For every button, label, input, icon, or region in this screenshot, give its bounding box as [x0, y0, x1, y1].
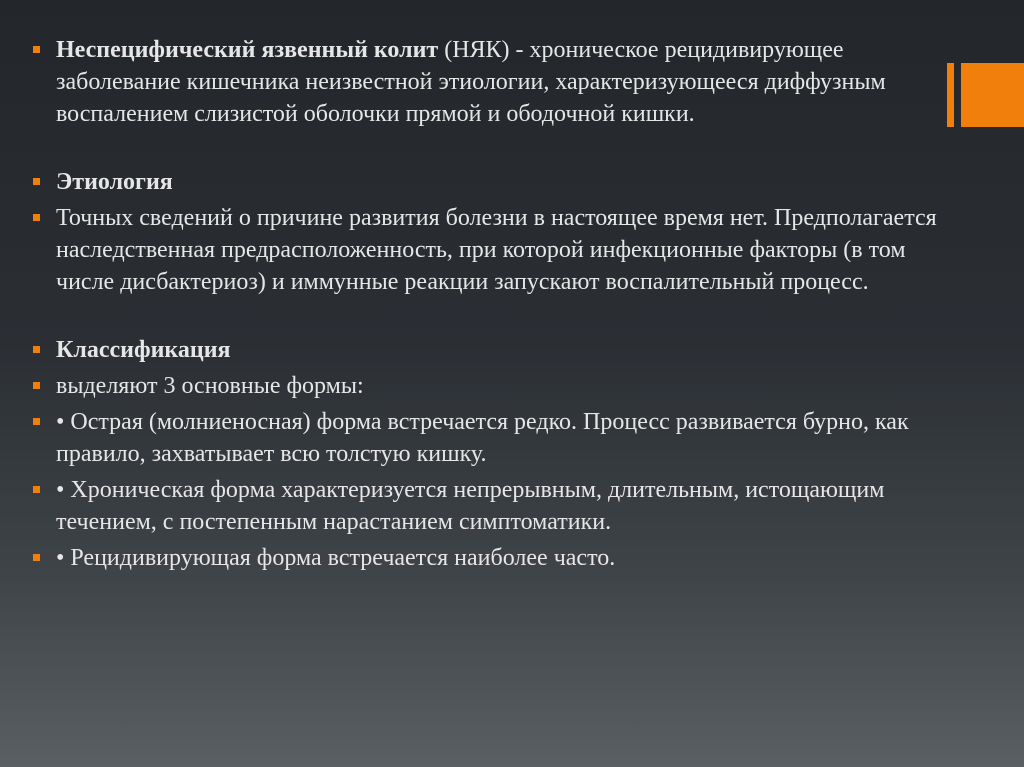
forms-intro	[33, 370, 953, 402]
chronic-form-item	[33, 474, 953, 538]
recurrent-form-item	[33, 542, 953, 574]
accent-bar-wide	[961, 63, 1024, 127]
definition-text: (НЯК) - хроническое рецидивирующее заболевание кишечника неизвестной этиологии, характеризующееся диффузным воспалением слизистой оболочки прямой и ободочной кишки.	[56, 37, 886, 127]
square-bullet-icon	[33, 178, 40, 185]
square-bullet-icon	[33, 486, 40, 493]
etiology-heading	[33, 166, 953, 198]
square-bullet-icon	[33, 214, 40, 221]
term-bold: Неспецифический язвенный колит	[56, 37, 439, 63]
square-bullet-icon	[33, 554, 40, 561]
heading-text: Этиология	[56, 169, 173, 195]
square-bullet-icon	[33, 418, 40, 425]
forms-intro-text: выделяют 3 основные формы:	[56, 373, 364, 399]
square-bullet-icon	[33, 46, 40, 53]
acute-form-item	[33, 406, 953, 470]
chronic-form-text: • Хроническая форма характеризуется непрерывным, длительным, истощающим течением, с постепенным нарастанием симптоматики.	[56, 477, 885, 535]
slide-content	[33, 34, 953, 574]
acute-form-text: • Острая (молниеносная) форма встречается редко. Процесс развивается бурно, как правило, захватывает всю толстую кишку.	[56, 409, 909, 467]
recurrent-form-text: • Рецидивирующая форма встречается наиболее часто.	[56, 545, 616, 571]
square-bullet-icon	[33, 346, 40, 353]
classification-heading	[33, 334, 953, 366]
definition-paragraph	[33, 34, 953, 130]
heading-text: Классификация	[56, 337, 231, 363]
etiology-text: Точных сведений о причине развития болезни в настоящее время нет. Предполагается наследственная предрасположенность, при которой инфекционные факторы (в том числе дисбактериоз) и иммунные реакции запускают воспалительный процесс.	[56, 205, 937, 295]
square-bullet-icon	[33, 382, 40, 389]
etiology-paragraph	[33, 202, 953, 298]
